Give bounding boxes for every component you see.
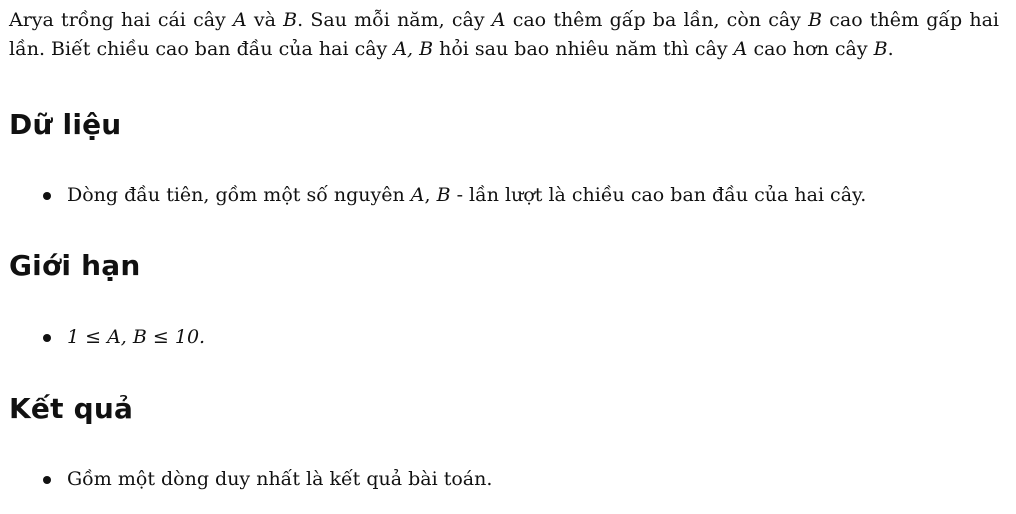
math-var: B [873, 38, 888, 60]
intro-text: Arya trồng hai cái cây [9, 9, 233, 31]
intro-text: . [887, 38, 894, 60]
output-list [9, 465, 492, 493]
math-var: A [733, 38, 748, 60]
math-var: B [808, 9, 823, 31]
constraint-formula: 1 ≤ A, B ≤ 10. [67, 326, 206, 348]
intro-text: và [246, 9, 284, 31]
list-item-text: Gồm một dòng duy nhất là kết quả bài toán. [67, 468, 493, 490]
intro-text: . Sau mỗi năm, cây [297, 9, 492, 31]
intro-paragraph [9, 6, 999, 64]
list-item-text: Dòng đầu tiên, gồm một số nguyên [67, 184, 411, 206]
math-var: A [232, 9, 247, 31]
math-var: B [436, 184, 451, 206]
intro-text: cao thêm gấp hai lần. Biết chiều cao ban đầu của hai cây [9, 9, 999, 60]
list-item [9, 323, 205, 351]
bullet-icon [43, 334, 51, 342]
section-heading-input: Dữ liệu [9, 108, 122, 141]
list-item-text: , [424, 184, 437, 206]
bullet-icon [43, 192, 51, 200]
math-var: B [283, 9, 298, 31]
intro-text: hỏi sau bao nhiêu năm thì cây [433, 38, 734, 60]
list-item [9, 465, 492, 493]
intro-text: cao thêm gấp ba lần, còn cây [505, 9, 809, 31]
math-var: A [410, 184, 425, 206]
math-var: A [491, 9, 506, 31]
problem-statement [9, 0, 999, 490]
list-item-text: - lần lượt là chiều cao ban đầu của hai cây. [450, 184, 867, 206]
bullet-icon [43, 476, 51, 484]
input-list [9, 181, 866, 209]
limits-list [9, 323, 205, 351]
list-item [9, 181, 866, 209]
math-var: A, B [393, 38, 434, 60]
intro-text: cao hơn cây [747, 38, 874, 60]
section-heading-output: Kết quả [9, 392, 134, 425]
section-heading-limits: Giới hạn [9, 249, 141, 282]
